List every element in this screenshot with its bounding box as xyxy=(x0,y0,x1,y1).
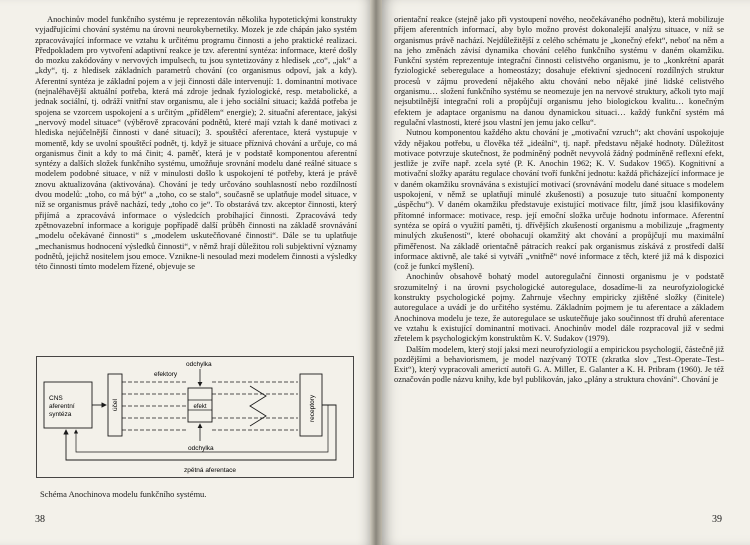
right-paragraph-1: orientační reakce (stejně jako při vystoupení nového, neočekávaného podnětu), která mobilizuje příjem aferentních informací, aby bylo možno provést dokonalejší analýzu situace, v níž se organismus právě nachází. Nejdůležitější z celého schématu je „konečný efekt“, neboť na něm a na jeho změnách závisí dynamika chování celého funkčního systému v daném okamžiku. Funkční systém reprezentuje integrační činnosti celistvého organismu, je to „konkrétní aparát fyziologické seberegulace a homeostázy; dosahuje efektivní sjednocení rozdílných struktur procesů v zájmu provedení nějakého aktu chování nebo nějaké jiné lidské celistvého organismu… složení funkčního systému se neomezuje jen na nervové struktury, ačkoli tyto mají nejsubtilnější integrační roli a propůjčují organismu jeho biologickou kvalitu… konečným efektem je adaptace organismu na danou dynamickou situaci… každý funkční systém má regulační vlastnosti, které jsou vlastní jen jemu jako celku“. xyxy=(394,14,724,127)
left-page-text xyxy=(35,14,357,271)
anochin-model-diagram xyxy=(36,356,354,478)
converging-arrows xyxy=(250,386,266,426)
effectors-label: efektory xyxy=(154,371,178,378)
left-paragraph-1: Anochinův model funkčního systému je reprezentován několika hypotetickými konstrukty vyjadřujícími chování systému na úrovni neurokybernetiky. Mozek je zde chápán jako systém zpracovávající informace ve vztahu k určitému programu činnosti a jeho praktické realizaci. Předpokladem pro vytvoření adaptivní reakce je tzv. aferentní syntéza: informace, které došly do mozku zakódovány v nervových impulsech, tu jsou syntetizovány z hledisek „co“, „jak“ a „kdy“, tj. z hledisek základních parametrů chování (co organismus odpoví, jak a kdy). Aferentní syntéza je základní pojem a v jeji činnosti dále intervenují: 1. dominantní motivace (nejnaléhavější aktuální potřeba, která má zdroje jednak fyziologické, resp. metabolické, a jednak sociální, tj. odráží vnitřní stav organismu, ale i jeho sociální situaci; každá potřeba je spojena se vzorcem uspokojení a s určitým „přídělem“ energie); 2. situační aferentace, jakýsi „nervový model situace“ (výběrově zpracování podnětů, které mají vztah k dané motivaci z hlediska nejúčelnější činnosti v dané situaci); 3. spouštěcí aferentace, která vystupuje v momentě, kdy se uvolní spouštěcí podnět, tj. když je situace příznivá chování a určuje, co má organismus činit a kdy to má činit; 4. paměť, která je v podstatě komponentou aferentní syntézy a dalších složek funkčního systému, umožňuje srovnání modelu dané reálné situace s modelem podobné situace, v níž v minulosti došlo k uspokojení té potřeby, která je právě znovu aktualizována (aktivována). Chování je tedy určováno souhlasností nebo rozdílností dvou modelů: „toho, co má být“ a „toho, co se stalo“, současně se uplatňuje model situace, v níž se organismus právě nachází, tedy „toho co je“. To obstarává tzv. akceptor činnosti, který přijímá a zpracovává informace o výsledcích probíhající činnosti. Zpracovává tedy zpětnovazební informace a koriguje popřípadě další průběh činnosti na základě srovnávání „modelu očekávané činnosti“ s „modelem uskutečňované činnosti“. Dále se tu uplatňuje „mechanismus hodnocení výsledků činnosti“, v němž hrají důležitou roli subjektivní významy podnětů, jejichž nositelem jsou emoce. Vznikne-li nesoulad mezi modelem činnosti a výsledky této činnosti tímto modelem řízené, objevuje se xyxy=(35,14,357,272)
deviation-top-label: odchylka xyxy=(186,361,212,368)
page-number-left: 38 xyxy=(35,514,45,525)
right-page xyxy=(376,0,750,545)
diagram-frame xyxy=(37,357,354,478)
right-page-text xyxy=(394,14,724,385)
page-number-right: 39 xyxy=(712,514,722,525)
cns-label-1: CNS xyxy=(49,395,63,402)
feedback-label: zpětná aferentace xyxy=(184,467,237,474)
diagram-caption: Schéma Anochinova modelu funkčního systému. xyxy=(40,489,207,499)
right-paragraph-4: Dalším modelem, který stojí jaksi mezi neurofyziologií a empirickou psychologií, částečně již pozdějšími a behaviorismem, je model nazývaný TOTE (zkratka slov „Test–Operate–Test–Exit“), který vypracovali americtí autoři G. A. Miller, E. Galanter a K. H. Pribram (1960). Je též označován podle názvu knihy, kde byl publikován, jako „plány a struktura chování“. Chování je xyxy=(394,343,724,385)
goal-label: účel xyxy=(112,399,119,411)
receptors-label: receptory xyxy=(309,394,316,422)
right-paragraph-2: Nutnou komponentou každého aktu chování je „motivační vzruch“; akt chování uspokojuje vždy nějakou potřebu, u člověka též „ideální“, tj. např. představu nějaké hodnoty. Důležitost motivace potvrzuje skutečnost, že podmíněný podnět nevyvolá žádný podmíněně reflexní efekt, jestliže je zvíře např. zcela syté (P. K. Anochin 1962; K. V. Sudakov 1965). Kognitivní a motivační složky aparátu regulace chování tvoří funkční jednotu: každá přicházející informace je v daném okamžiku srovnávána s existující motivací (srovnávání modelu dané situace s modelem uspokojení, v němž se uplatňují minulé zkušenosti) a posuzuje tuto situační komponenty „úspěchu“). V daném okamžiku představuje existující motivace filtr, jímž jsou klasifikovány přítomné informace: motivace, resp. její emoční složka určuje hodnotu informace. Aferentní syntéza se opírá o využití paměti, tj. dřívějších zkušeností organismu a mobilizuje „fragmenty minulých zkušeností“, které obohacují okamžitý akt chování a propůjčují mu maximální přiměřenost. Na základě orientačně pátracích reakcí pak organismus získává z prostředí další informace aktivně, ale také si vytváří „vnitřně“ nové informace z těch, které již má k dispozici (což je funkcí myšlení). xyxy=(394,127,724,272)
right-paragraph-3: Anochinův obsahově bohatý model autoregulační činnosti organismu je v podstatě srozumitelný i na úrovni psychologické autoregulace, dosadíme-li za neurofyziologické konstrukty psychologické pojmy. Zahrnuje všechny empiricky zjištěné složky (činitele) autoregulace a uvádí je do určitého systému. Základním pojmem je tu aferentace a základem Anochinova modelu je teze, že autoregulace se uskutečňuje jako součinnost tří druhů aferentace ve vztahu k existující dominantní motivaci. Anochinův model dále rozpracoval již v sedmi zřetelem k psychologickým konstruktům K. V. Sudakov (1979). xyxy=(394,271,724,344)
cns-label-2: aferentní xyxy=(49,403,75,410)
cns-label-3: syntéza xyxy=(49,411,72,418)
book-gutter xyxy=(370,0,382,545)
deviation-bottom-label: odchylka xyxy=(188,445,214,452)
effect-label: efekt xyxy=(193,404,207,410)
